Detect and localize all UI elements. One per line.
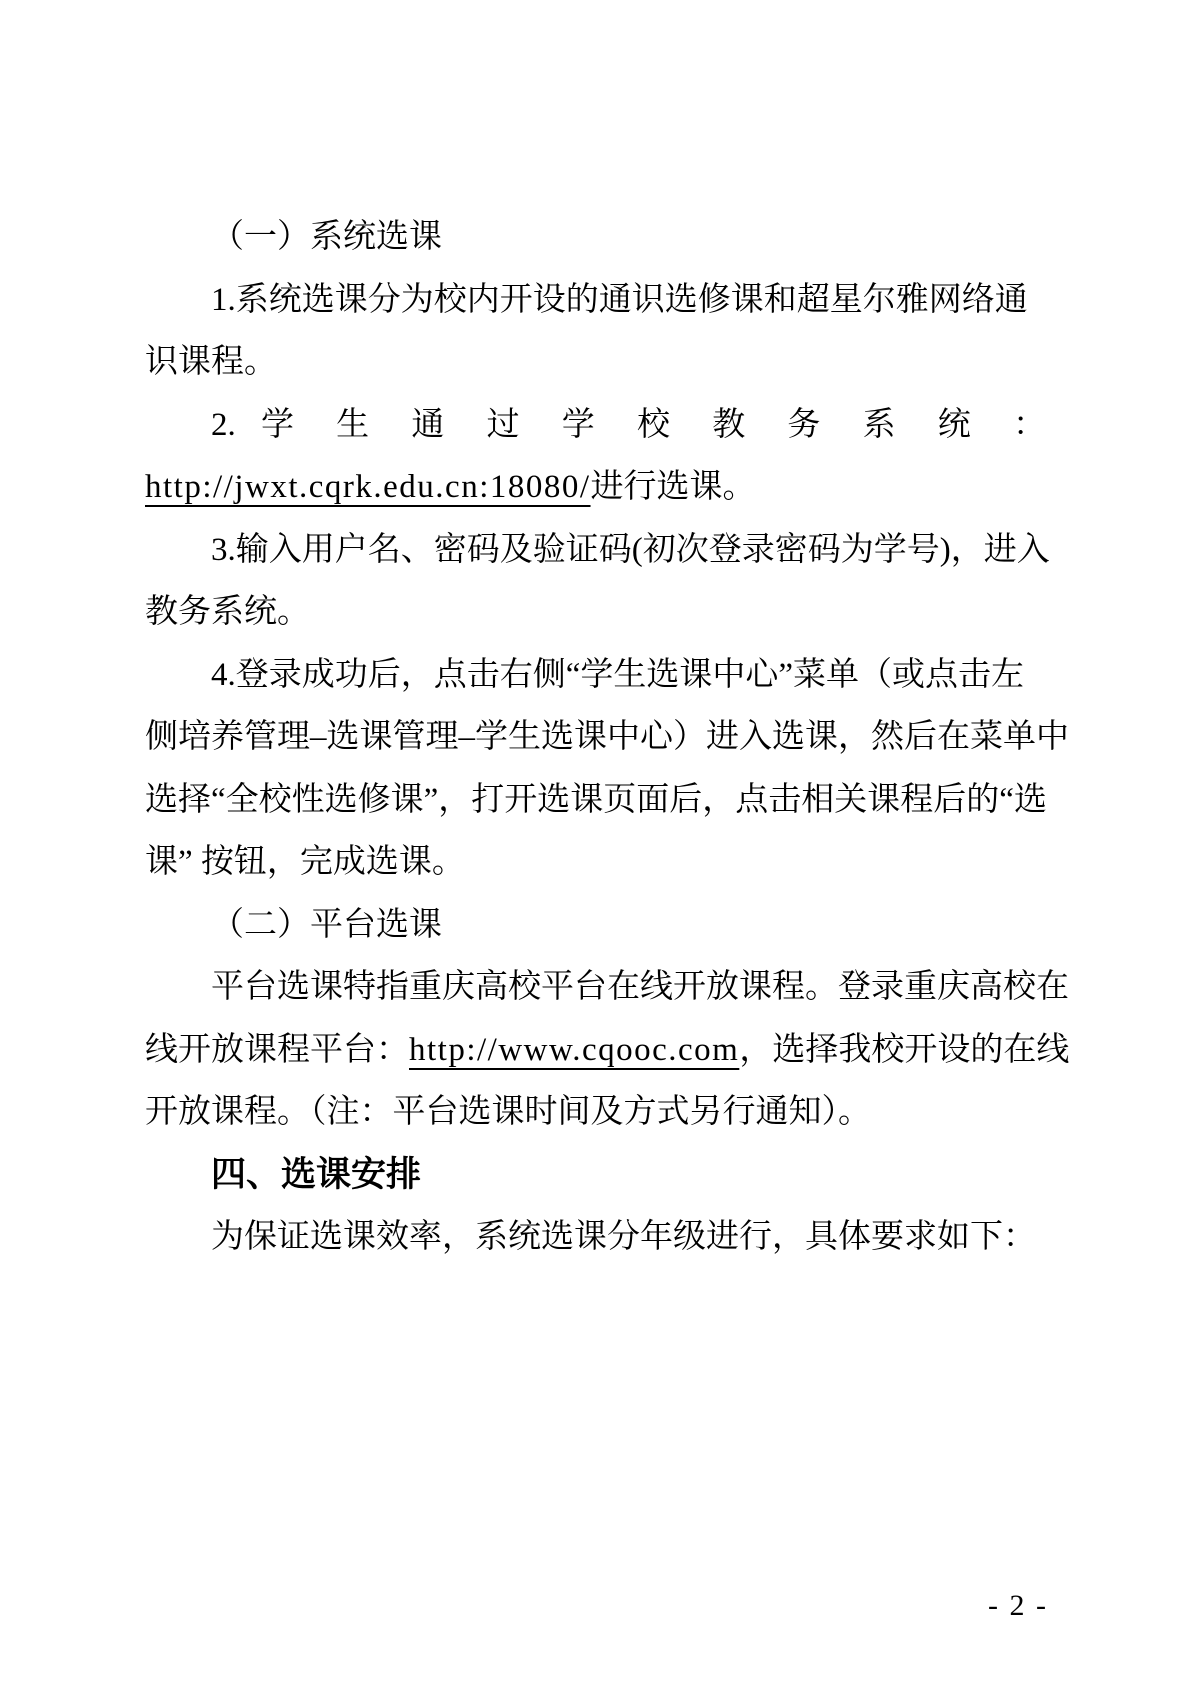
para-1-line-2: 识课程。 bbox=[145, 344, 277, 380]
para-1-line-1: 1.系统选课分为校内开设的通识选修课和超星尔雅网络通 bbox=[211, 281, 1028, 318]
document-body bbox=[145, 206, 1070, 1269]
para-4-line-2: 侧培养管理–选课管理–学生选课中心）进入选课，然后在菜单中 bbox=[145, 719, 1069, 755]
para-5-line-1: 平台选课特指重庆高校平台在线开放课程。登录重庆高校在 bbox=[211, 969, 1069, 1005]
para-2-line-1: 2. 学 生 通 过 学 校 教 务 系 统 ： bbox=[211, 406, 1047, 443]
para-2-line-2 bbox=[145, 456, 1046, 519]
para-5-line-3: 开放课程。（注：平台选课时间及方式另行通知）。 bbox=[145, 1094, 871, 1130]
para-5-line-2-lead: 线开放课程平台： bbox=[145, 1031, 409, 1068]
para-4-line-4: 课” 按钮，完成选课。 bbox=[145, 844, 465, 880]
para-4-line-3: 选择“全校性选修课”，打开选课页面后，点击相关课程后的“选 bbox=[145, 781, 1047, 818]
cqooc-url-link[interactable]: http://www.cqooc.com bbox=[409, 1031, 740, 1068]
para-4-line-1: 4.登录成功后，点击右侧“学生选课中心”菜单（或点击左 bbox=[211, 656, 1025, 693]
jwxt-url-link[interactable]: http://jwxt.cqrk.edu.cn:18080/ bbox=[145, 469, 591, 505]
para-3-line-2: 教务系统。 bbox=[145, 594, 310, 630]
section-2-heading: （二）平台选课 bbox=[211, 906, 442, 943]
para-3-line-1: 3.输入用户名、密码及验证码(初次登录密码为学号)，进入 bbox=[211, 531, 1050, 568]
para-2-line-2-tail: 进行选课。 bbox=[590, 469, 756, 505]
para-6-line-1: 为保证选课效率，系统选课分年级进行，具体要求如下： bbox=[211, 1219, 1036, 1255]
page-number: - 2 - bbox=[988, 1589, 1048, 1622]
para-5-line-2 bbox=[145, 1019, 1070, 1082]
para-5-line-2-tail: ，选择我校开设的在线 bbox=[739, 1031, 1070, 1068]
section-3-heading: 四、选课安排 bbox=[211, 1154, 422, 1194]
section-1-heading: （一）系统选课 bbox=[211, 219, 442, 255]
